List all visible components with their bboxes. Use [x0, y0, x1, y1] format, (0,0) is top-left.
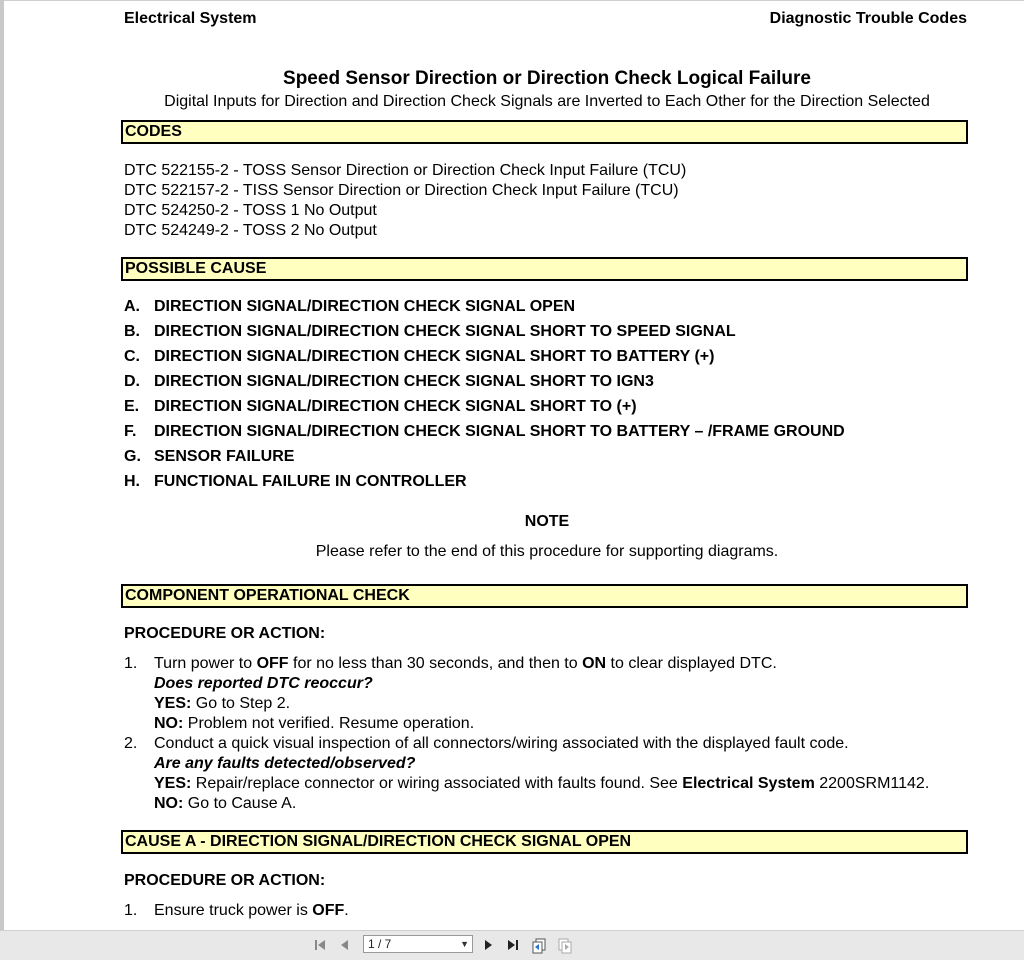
- step-2-no: NO: Go to Cause A.: [154, 795, 297, 812]
- cause-letter: A.: [124, 298, 140, 315]
- cause-item: DIRECTION SIGNAL/DIRECTION CHECK SIGNAL SHORT TO BATTERY (+): [154, 348, 715, 365]
- go-forward-view-icon[interactable]: [556, 935, 574, 955]
- cause-item: DIRECTION SIGNAL/DIRECTION CHECK SIGNAL OPEN: [154, 298, 576, 315]
- page-indicator: 1 / 7: [368, 937, 392, 951]
- cause-letter: F.: [124, 423, 137, 440]
- step-2-question: Are any faults detected/observed?: [154, 755, 416, 772]
- code-item: DTC 524250-2 - TOSS 1 No Output: [124, 202, 377, 219]
- step-number: 1.: [124, 655, 138, 672]
- procedure-label: PROCEDURE OR ACTION:: [124, 872, 326, 889]
- note-text: Please refer to the end of this procedure for supporting diagrams.: [315, 543, 779, 560]
- header-right: Diagnostic Trouble Codes: [769, 10, 967, 27]
- cause-a-heading: CAUSE A - DIRECTION SIGNAL/DIRECTION CHECK SIGNAL OPEN: [121, 830, 968, 854]
- previous-page-icon[interactable]: [336, 935, 354, 955]
- chevron-down-icon: ▼: [460, 939, 469, 949]
- last-page-icon[interactable]: [504, 935, 522, 955]
- code-item: DTC 522157-2 - TISS Sensor Direction or Direction Check Input Failure (TCU): [124, 182, 679, 199]
- codes-heading: CODES: [121, 120, 968, 144]
- cause-a-step-1-text: Ensure truck power is OFF.: [154, 902, 349, 919]
- step-2-text: Conduct a quick visual inspection of all connectors/wiring associated with the displayed fault code.: [154, 735, 849, 752]
- step-2-yes: YES: Repair/replace connector or wiring associated with faults found. See Electrical System 2200SRM1142.: [154, 775, 930, 792]
- cause-item: FUNCTIONAL FAILURE IN CONTROLLER: [154, 473, 467, 490]
- code-item: DTC 522155-2 - TOSS Sensor Direction or Direction Check Input Failure (TCU): [124, 162, 687, 179]
- cause-letter: E.: [124, 398, 140, 415]
- procedure-label: PROCEDURE OR ACTION:: [124, 625, 326, 642]
- page-top-border: [4, 0, 1024, 1]
- step-1-question: Does reported DTC reoccur?: [154, 675, 373, 692]
- page-subtitle: Digital Inputs for Direction and Direction Check Signals are Inverted to Each Other for the Direction Selected: [164, 93, 930, 110]
- page-number-select[interactable]: [363, 935, 473, 953]
- note-heading: NOTE: [524, 513, 570, 530]
- next-page-icon[interactable]: [480, 935, 498, 955]
- cause-item: DIRECTION SIGNAL/DIRECTION CHECK SIGNAL SHORT TO IGN3: [154, 373, 654, 390]
- go-back-view-icon[interactable]: [530, 935, 548, 955]
- header-left: Electrical System: [124, 10, 257, 27]
- possible-cause-heading: POSSIBLE CAUSE: [121, 257, 968, 281]
- cause-letter: B.: [124, 323, 140, 340]
- step-number: 2.: [124, 735, 138, 752]
- step-1-text: Turn power to OFF for no less than 30 seconds, and then to ON to clear displayed DTC.: [154, 655, 777, 672]
- cause-letter: G.: [124, 448, 141, 465]
- cause-item: DIRECTION SIGNAL/DIRECTION CHECK SIGNAL SHORT TO (+): [154, 398, 637, 415]
- first-page-icon[interactable]: [312, 935, 330, 955]
- cause-item: SENSOR FAILURE: [154, 448, 295, 465]
- step-1-yes: YES: Go to Step 2.: [154, 695, 291, 712]
- cause-letter: H.: [124, 473, 140, 490]
- step-number: 1.: [124, 902, 138, 919]
- step-1-no: NO: Problem not verified. Resume operation.: [154, 715, 475, 732]
- cause-item: DIRECTION SIGNAL/DIRECTION CHECK SIGNAL SHORT TO SPEED SIGNAL: [154, 323, 736, 340]
- component-check-heading: COMPONENT OPERATIONAL CHECK: [121, 584, 968, 608]
- cause-letter: C.: [124, 348, 140, 365]
- cause-item: DIRECTION SIGNAL/DIRECTION CHECK SIGNAL SHORT TO BATTERY – /FRAME GROUND: [154, 423, 845, 440]
- viewer-toolbar: [0, 930, 1024, 960]
- cause-letter: D.: [124, 373, 140, 390]
- page-title: Speed Sensor Direction or Direction Check Logical Failure: [283, 68, 811, 89]
- code-item: DTC 524249-2 - TOSS 2 No Output: [124, 222, 377, 239]
